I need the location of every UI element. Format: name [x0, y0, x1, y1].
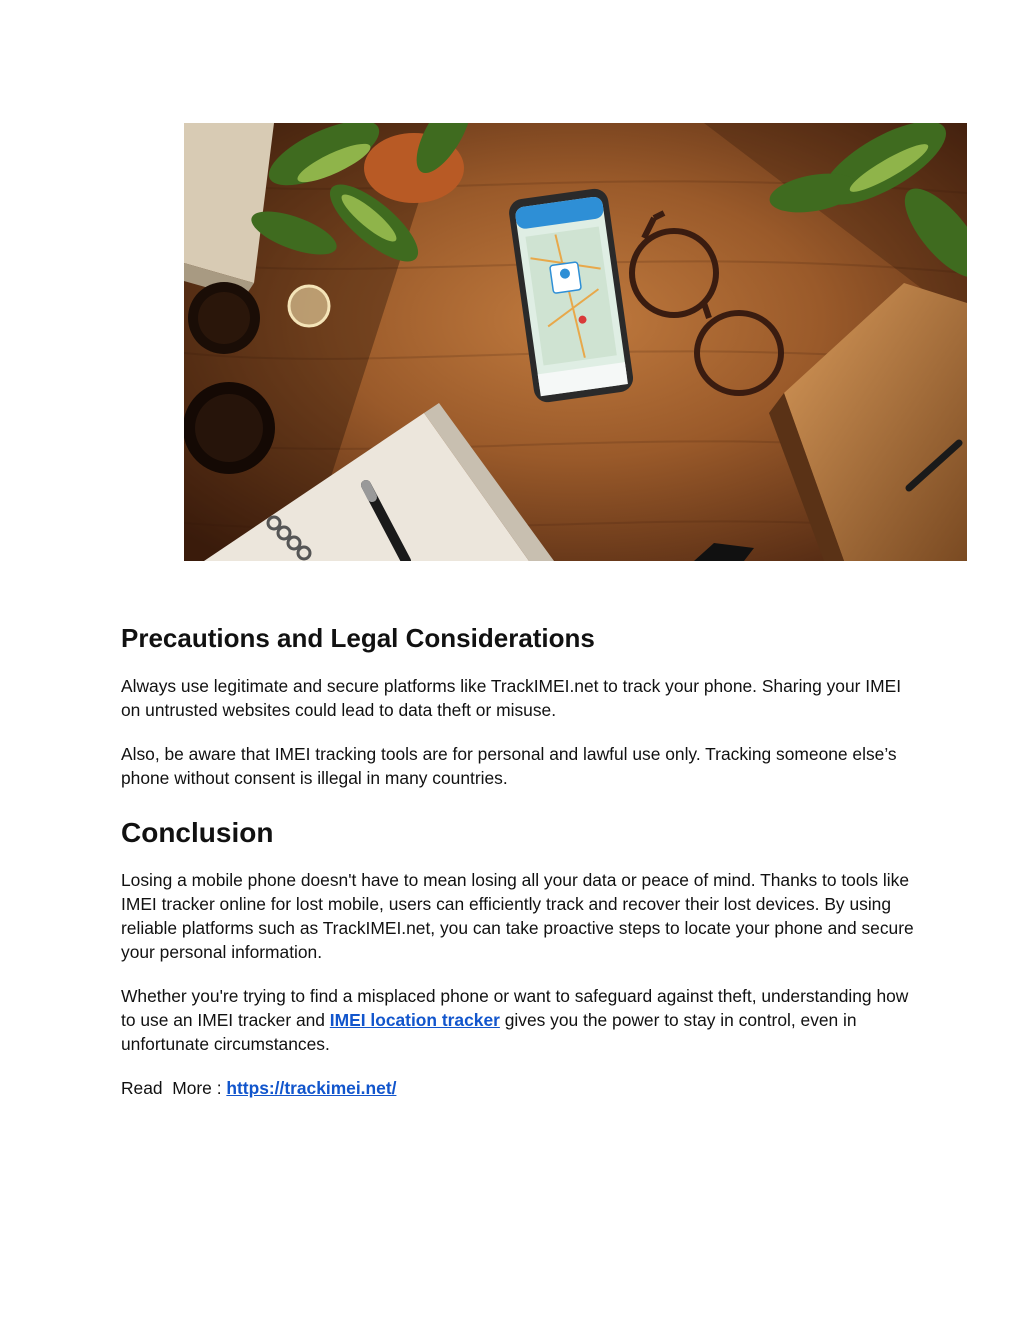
read-more-link[interactable]: https://trackimei.net/ [226, 1078, 397, 1098]
imei-location-tracker-link[interactable]: IMEI location tracker [329, 1010, 500, 1030]
paragraph-conclusion-1: Losing a mobile phone doesn't have to mean losing all your data or peace of mind. Thanks to tools like IMEI tracker online for lost mobile, users can efficiently track and recover their lost devices. By using reliable platforms such as TrackIMEI.net, you can take proactive steps to locate your phone and secure your personal information. [121, 870, 914, 962]
paragraph-conclusion-2 [121, 984, 921, 1056]
desk-photo [184, 123, 967, 561]
article-content [121, 620, 921, 1120]
paragraph-conclusion-2-start: Whether you're trying to find a misplaced phone or want to safeguard against theft, understanding how to use an IMEI tracker and [121, 986, 909, 1030]
heading-conclusion: Conclusion [121, 817, 274, 848]
paragraph-conclusion-2-end: gives you the power to stay in control, even in unfortunate circumstances. [121, 1010, 857, 1054]
heading-precautions: Precautions and Legal Considerations [121, 623, 595, 653]
read-more-label: Read More : [121, 1078, 227, 1098]
paragraph-precautions-2: Also, be aware that IMEI tracking tools are for personal and lawful use only. Tracking someone else’s phone without consent is illegal in many countries. [121, 744, 897, 788]
hero-image [184, 123, 967, 561]
paragraph-precautions-1: Always use legitimate and secure platforms like TrackIMEI.net to track your phone. Sharing your IMEI on untrusted websites could lead to data theft or misuse. [121, 676, 902, 720]
read-more-line [121, 1076, 921, 1100]
